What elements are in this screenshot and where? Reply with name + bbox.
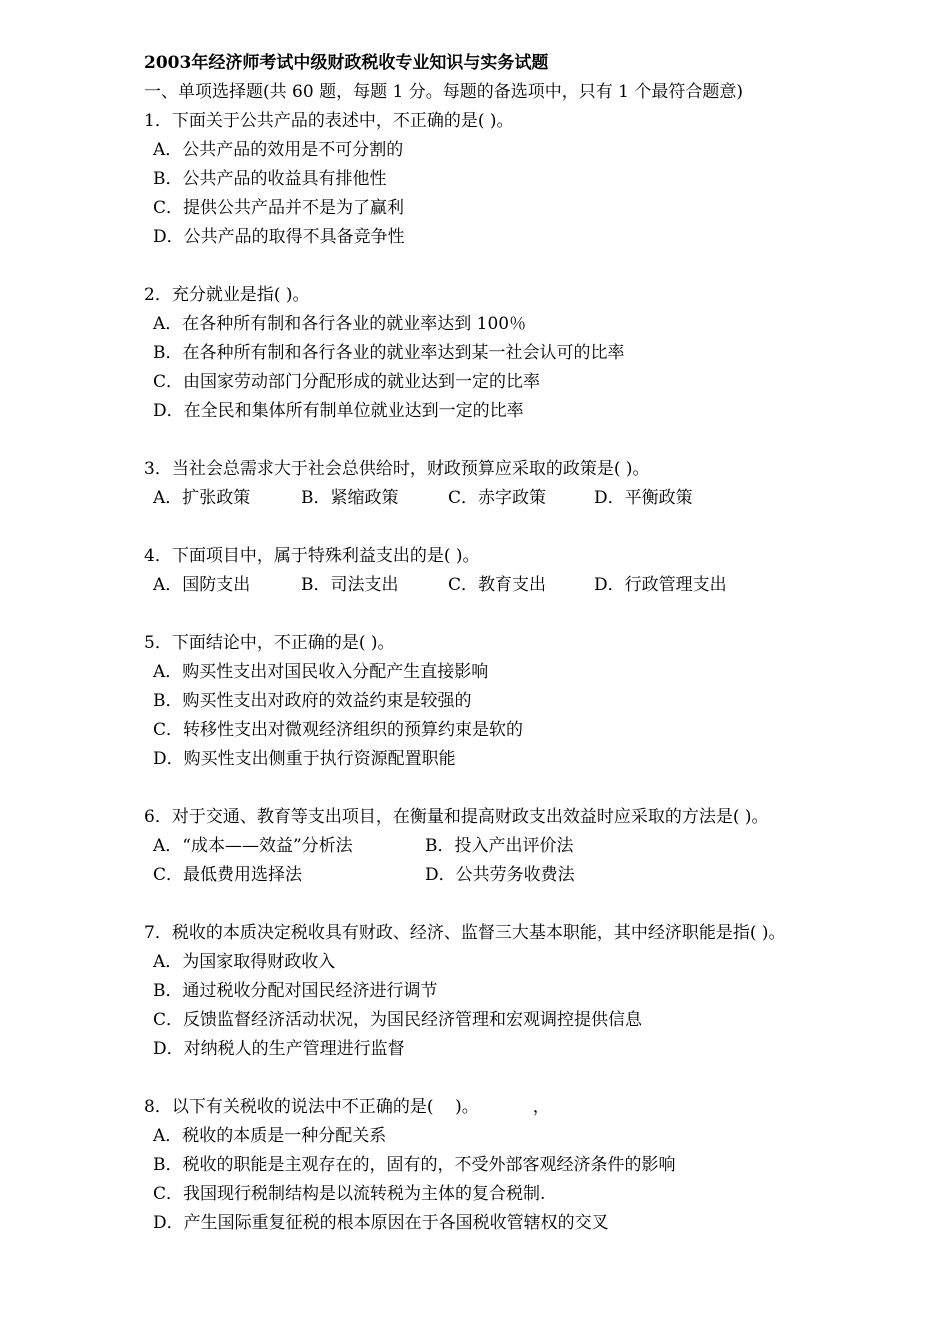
options-row — [144, 484, 934, 513]
option-c: C．教育支出 — [448, 575, 547, 595]
exam-page — [144, 48, 934, 1238]
option-a: A．税收的本质是一种分配关系 — [153, 1126, 387, 1146]
option-d: D．行政管理支出 — [594, 575, 727, 595]
option-a: A．扩张政策 — [153, 488, 251, 508]
question-5 — [144, 629, 934, 774]
document-title: 2003年经济师考试中级财政税收专业知识与实务试题 — [144, 53, 549, 73]
question-3 — [144, 455, 934, 513]
option-c: C．我国现行税制结构是以流转税为主体的复合税制. — [153, 1184, 546, 1204]
question-8 — [144, 1093, 934, 1238]
option-c: C．由国家劳动部门分配形成的就业达到一定的比率 — [153, 372, 541, 392]
question-7 — [144, 919, 934, 1064]
option-d: D．平衡政策 — [594, 488, 693, 508]
question-4 — [144, 542, 934, 600]
spacer — [144, 513, 934, 542]
question-stem: 5．下面结论中，不正确的是( )。 — [144, 633, 395, 653]
option-a: A．在各种所有制和各行各业的就业率达到 100％ — [153, 314, 527, 334]
option-b: B．通过税收分配对国民经济进行调节 — [153, 981, 438, 1001]
spacer — [144, 252, 934, 281]
option-b: B．司法支出 — [301, 575, 399, 595]
section-heading: 一、单项选择题(共 60 题，每题 1 分。每题的备选项中，只有 1 个最符合题意) — [144, 82, 743, 102]
option-c: C．提供公共产品并不是为了赢利 — [153, 198, 405, 218]
question-stem: 7．税收的本质决定税收具有财政、经济、监督三大基本职能，其中经济职能是指( )。 — [144, 923, 786, 943]
option-a: A．国防支出 — [153, 575, 251, 595]
option-b: B．购买性支出对政府的效益约束是较强的 — [153, 691, 472, 711]
option-b: B．紧缩政策 — [301, 488, 399, 508]
spacer — [144, 774, 934, 803]
option-b: B．公共产品的收益具有排他性 — [153, 169, 387, 189]
options-row — [144, 832, 934, 861]
option-a: A．购买性支出对国民收入分配产生直接影响 — [153, 662, 489, 682]
question-stem: 8．以下有关税收的说法中不正确的是( )。 ， — [144, 1097, 550, 1117]
option-a: A．公共产品的效用是不可分割的 — [153, 140, 404, 160]
question-stem: 3．当社会总需求大于社会总供给时，财政预算应采取的政策是( )。 — [144, 459, 650, 479]
spacer — [144, 426, 934, 455]
question-2 — [144, 281, 934, 426]
option-c: C．反馈监督经济活动状况，为国民经济管理和宏观调控提供信息 — [153, 1010, 643, 1030]
option-b: B．投入产出评价法 — [425, 836, 574, 856]
option-b: B．在各种所有制和各行各业的就业率达到某一社会认可的比率 — [153, 343, 625, 363]
question-stem: 6．对于交通、教育等支出项目，在衡量和提高财政支出效益时应采取的方法是( )。 — [144, 807, 769, 827]
question-stem: 1．下面关于公共产品的表述中，不正确的是( )。 — [144, 111, 514, 131]
options-row — [144, 571, 934, 600]
option-b: B．税收的职能是主观存在的，固有的，不受外部客观经济条件的影响 — [153, 1155, 676, 1175]
option-d: D．公共产品的取得不具备竞争性 — [153, 227, 405, 247]
question-stem: 2．充分就业是指( )。 — [144, 285, 310, 305]
option-d: D．产生国际重复征税的根本原因在于各国税收管辖权的交叉 — [153, 1213, 609, 1233]
spacer — [144, 890, 934, 919]
option-d: D．对纳税人的生产管理进行监督 — [153, 1039, 405, 1059]
option-c: C．转移性支出对微观经济组织的预算约束是软的 — [153, 720, 524, 740]
option-c: C．最低费用选择法 — [153, 865, 303, 885]
question-1 — [144, 107, 934, 252]
option-d: D．在全民和集体所有制单位就业达到一定的比率 — [153, 401, 524, 421]
question-6 — [144, 803, 934, 890]
options-row — [144, 861, 934, 890]
spacer — [144, 600, 934, 629]
question-stem: 4．下面项目中，属于特殊利益支出的是( )。 — [144, 546, 480, 566]
option-a: A．“成本——效益”分析法 — [153, 836, 353, 856]
option-d: D．公共劳务收费法 — [425, 865, 575, 885]
option-a: A．为国家取得财政收入 — [153, 952, 336, 972]
option-c: C．赤字政策 — [448, 488, 547, 508]
spacer — [144, 1064, 934, 1093]
option-d: D．购买性支出侧重于执行资源配置职能 — [153, 749, 456, 769]
